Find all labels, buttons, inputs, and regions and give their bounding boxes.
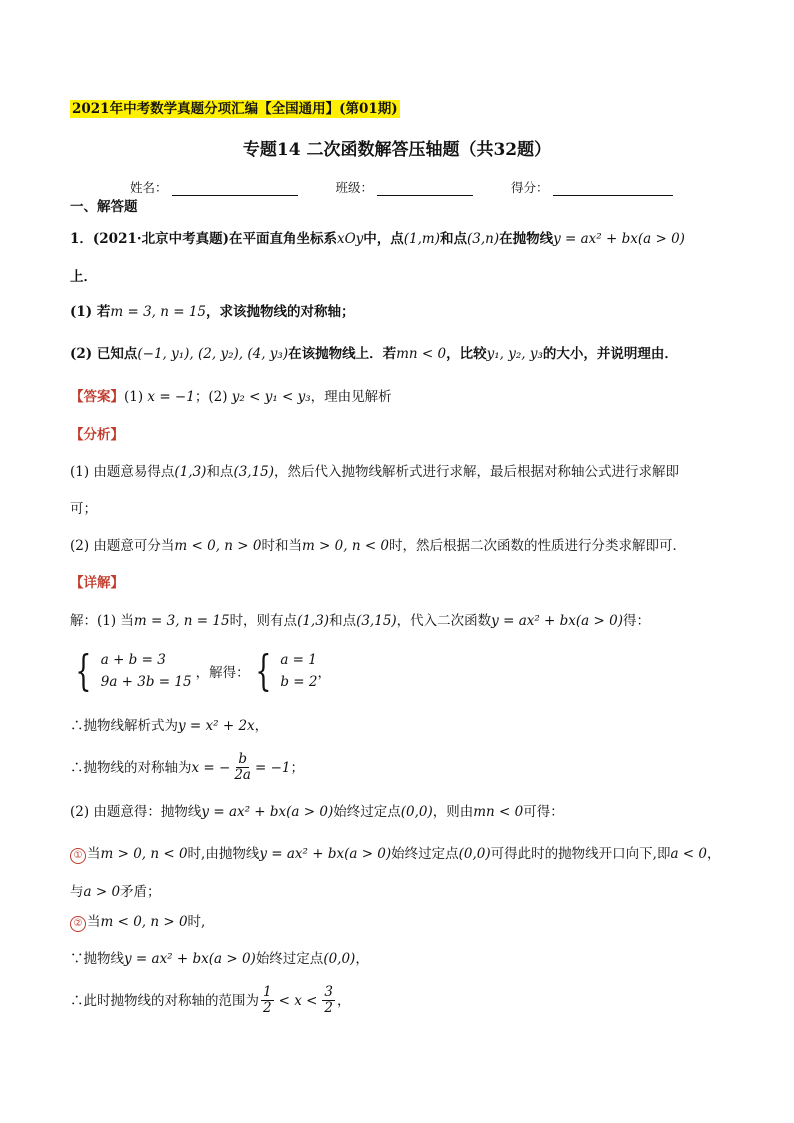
point-1m: (1,m)	[403, 231, 440, 247]
fraction-denominator: 2	[324, 1000, 334, 1016]
solution-a: a = 1	[280, 652, 317, 668]
coord-system: xOy	[336, 231, 364, 247]
solution-system	[280, 652, 317, 690]
point-origin: (0,0)	[458, 846, 491, 862]
part-2-text: ，比较	[446, 346, 487, 362]
detail-text: 时，则有点	[229, 613, 298, 629]
analysis-text: 时，然后根据二次函数的性质进行分类求解即可．	[389, 538, 687, 554]
detail-line-9	[70, 985, 351, 1016]
equation-system-row	[70, 646, 331, 695]
point-3n: (3,n)	[467, 231, 500, 247]
case-marker-2: ②	[70, 916, 86, 932]
detail-line-7	[70, 913, 205, 932]
detail-text: 矛盾；	[120, 884, 161, 900]
detail-condition: m > 0, n < 0	[100, 846, 188, 862]
fraction-one-half	[261, 985, 274, 1016]
part-2-vars: y₁, y₂, y₃	[486, 346, 543, 362]
left-brace: {	[75, 646, 92, 695]
detail-label: 【详解】	[70, 575, 124, 591]
equation-system	[101, 652, 192, 690]
fraction-denominator: 2	[263, 1000, 272, 1016]
part-1	[70, 303, 355, 321]
range-middle: < x <	[278, 992, 318, 1009]
detail-text: ∴此时抛物线的对称轴的范围为	[70, 992, 259, 1009]
fraction-b-2a	[232, 752, 253, 783]
analysis-text: (1) 由题意易得点	[70, 464, 175, 480]
detail-text: ，	[707, 846, 721, 862]
detail-condition: m < 0, n > 0	[100, 914, 188, 930]
detail-text: ∴抛物线解析式为	[70, 718, 178, 734]
score-label: 得分：	[511, 180, 549, 195]
part-2-condition: mn < 0	[396, 346, 447, 362]
detail-text: 和点	[329, 613, 357, 629]
detail-text: ，	[355, 951, 369, 967]
stem-end: 上．	[70, 269, 97, 285]
case-condition-1: m < 0, n > 0	[174, 538, 262, 554]
point-13: (1,3)	[297, 613, 330, 629]
answer-label: 【答案】	[70, 389, 124, 405]
detail-text: 可得此时的抛物线开口向下,即	[490, 846, 671, 862]
detail-text: ∴抛物线的对称轴为	[70, 759, 192, 776]
series-label: 2021年中考数学真题分项汇编【全国通用】(第01期)	[72, 101, 398, 117]
point-315: (3,15)	[233, 464, 275, 480]
detail-condition: mn < 0	[473, 804, 524, 820]
analysis-text: 时和当	[261, 538, 302, 554]
stem-text: 和点	[440, 231, 467, 247]
left-brace: {	[254, 646, 271, 695]
part-1-label: (1) 若	[70, 304, 111, 320]
question-number: 1．	[70, 231, 93, 247]
series-label-row	[70, 100, 400, 118]
detail-text: 始终过定点	[391, 846, 459, 862]
parabola-formula: y = ax² + bx(a > 0)	[259, 846, 392, 862]
answer-sep: ；	[194, 389, 209, 405]
detail-text: ，则由	[432, 804, 474, 820]
fraction-numerator: b	[238, 751, 247, 767]
equation-2: 9a + 3b = 15	[100, 674, 192, 690]
fraction-three-halves	[322, 985, 335, 1016]
detail-text: 时,由抛物线	[187, 846, 260, 862]
parabola-formula: y = ax² + bx(a > 0)	[491, 613, 623, 629]
detail-text: 可得：	[523, 804, 564, 820]
parabola-formula: y = ax² + bx(a > 0)	[124, 951, 256, 967]
fraction-numerator: 3	[324, 984, 334, 1000]
solution-end: ，	[317, 665, 331, 681]
point-13: (1,3)	[174, 464, 207, 480]
axis-x: x = −	[191, 759, 231, 776]
score-field[interactable]	[511, 178, 673, 196]
detail-condition: m = 3, n = 15	[133, 613, 230, 629]
page-title: 专题14 二次函数解答压轴题（共32题）	[242, 140, 552, 160]
analysis-text: (2) 由题意可分当	[70, 538, 175, 554]
detail-line-8	[70, 950, 369, 968]
part-2-text: 在该抛物线上．若	[288, 346, 397, 362]
stem-text: 中，点	[363, 231, 404, 247]
detail-line-4	[70, 803, 564, 821]
detail-text: 时,	[187, 914, 206, 930]
case-condition-2: m > 0, n < 0	[301, 538, 390, 554]
answer-tail: ，理由见解析	[310, 389, 392, 405]
detail-text: ，	[254, 718, 269, 734]
detail-line-6	[70, 883, 161, 901]
name-field[interactable]	[130, 178, 298, 196]
part-2-label: (2) 已知点	[70, 346, 138, 362]
fraction-denominator: 2a	[234, 767, 251, 783]
answer-1-label: (1)	[124, 389, 144, 405]
detail-text: (2) 由题意得：抛物线	[70, 804, 202, 820]
class-label: 班级：	[335, 180, 374, 195]
equation-1: a + b = 3	[100, 652, 166, 668]
part-2-text: 的大小，并说明理由．	[542, 346, 678, 362]
detail-text: ；	[290, 759, 304, 776]
detail-line-5	[70, 845, 721, 864]
detail-text: 当	[87, 914, 101, 930]
detail-text: 得：	[622, 613, 650, 629]
detail-line-1	[70, 612, 650, 630]
analysis-1	[70, 463, 679, 481]
detail-text: 始终过定点	[333, 804, 401, 820]
name-label: 姓名：	[130, 180, 168, 195]
detail-condition: a < 0	[670, 846, 708, 862]
solve-text: ，解得：	[195, 665, 250, 681]
analysis-text: 和点	[206, 464, 234, 480]
answer-row	[70, 388, 392, 406]
stem-text: 在平面直角坐标系	[228, 231, 337, 247]
detail-text: ，	[337, 992, 351, 1009]
section-heading: 一、解答题	[70, 199, 138, 215]
detail-text: ，代入二次函数	[396, 613, 492, 629]
detail-text: 始终过定点	[255, 951, 324, 967]
part-2	[70, 345, 678, 363]
part-1-text: ，求该抛物线的对称轴；	[206, 304, 355, 320]
point-315: (3,15)	[356, 613, 397, 629]
detail-text: 当	[87, 846, 101, 862]
stem-text: 在抛物线	[499, 231, 554, 247]
question-source: (2021·北京中考真题)	[92, 231, 229, 247]
class-blank[interactable]	[377, 181, 473, 196]
detail-line-2	[70, 717, 268, 735]
answer-1: x = −1	[147, 389, 195, 405]
point-origin: (0,0)	[323, 951, 356, 967]
part-2-points: (−1, y₁), (2, y₂), (4, y₃)	[137, 346, 289, 362]
score-blank[interactable]	[553, 181, 673, 196]
part-1-condition: m = 3, n = 15	[110, 304, 207, 320]
detail-line-3	[70, 752, 304, 783]
analysis-text: ，然后代入抛物线解析式进行求解，最后根据对称轴公式进行求解即	[274, 464, 680, 480]
analysis-2	[70, 537, 686, 555]
parabola-formula: y = ax² + bx(a > 0)	[553, 231, 685, 247]
axis-value: = −1	[254, 759, 291, 776]
detail-text: 与	[70, 884, 84, 900]
detail-text: 解：(1) 当	[70, 613, 134, 629]
analysis-label: 【分析】	[70, 427, 124, 443]
question-stem	[70, 230, 685, 248]
solution-b: b = 2	[280, 674, 318, 690]
answer-2: y₂ < y₁ < y₃	[231, 389, 311, 405]
parabola-expression: y = x² + 2x	[178, 718, 255, 734]
answer-2-label: (2)	[208, 389, 228, 405]
class-field[interactable]	[336, 178, 474, 196]
detail-condition: a > 0	[83, 884, 121, 900]
analysis-1-cont: 可；	[70, 501, 97, 517]
case-marker-1: ①	[70, 848, 86, 864]
point-origin: (0,0)	[400, 804, 433, 820]
name-blank[interactable]	[172, 181, 298, 196]
parabola-formula: y = ax² + bx(a > 0)	[201, 804, 334, 820]
student-info-row	[130, 178, 711, 196]
detail-text: ∵抛物线	[70, 951, 124, 967]
fraction-numerator: 1	[263, 984, 272, 1000]
